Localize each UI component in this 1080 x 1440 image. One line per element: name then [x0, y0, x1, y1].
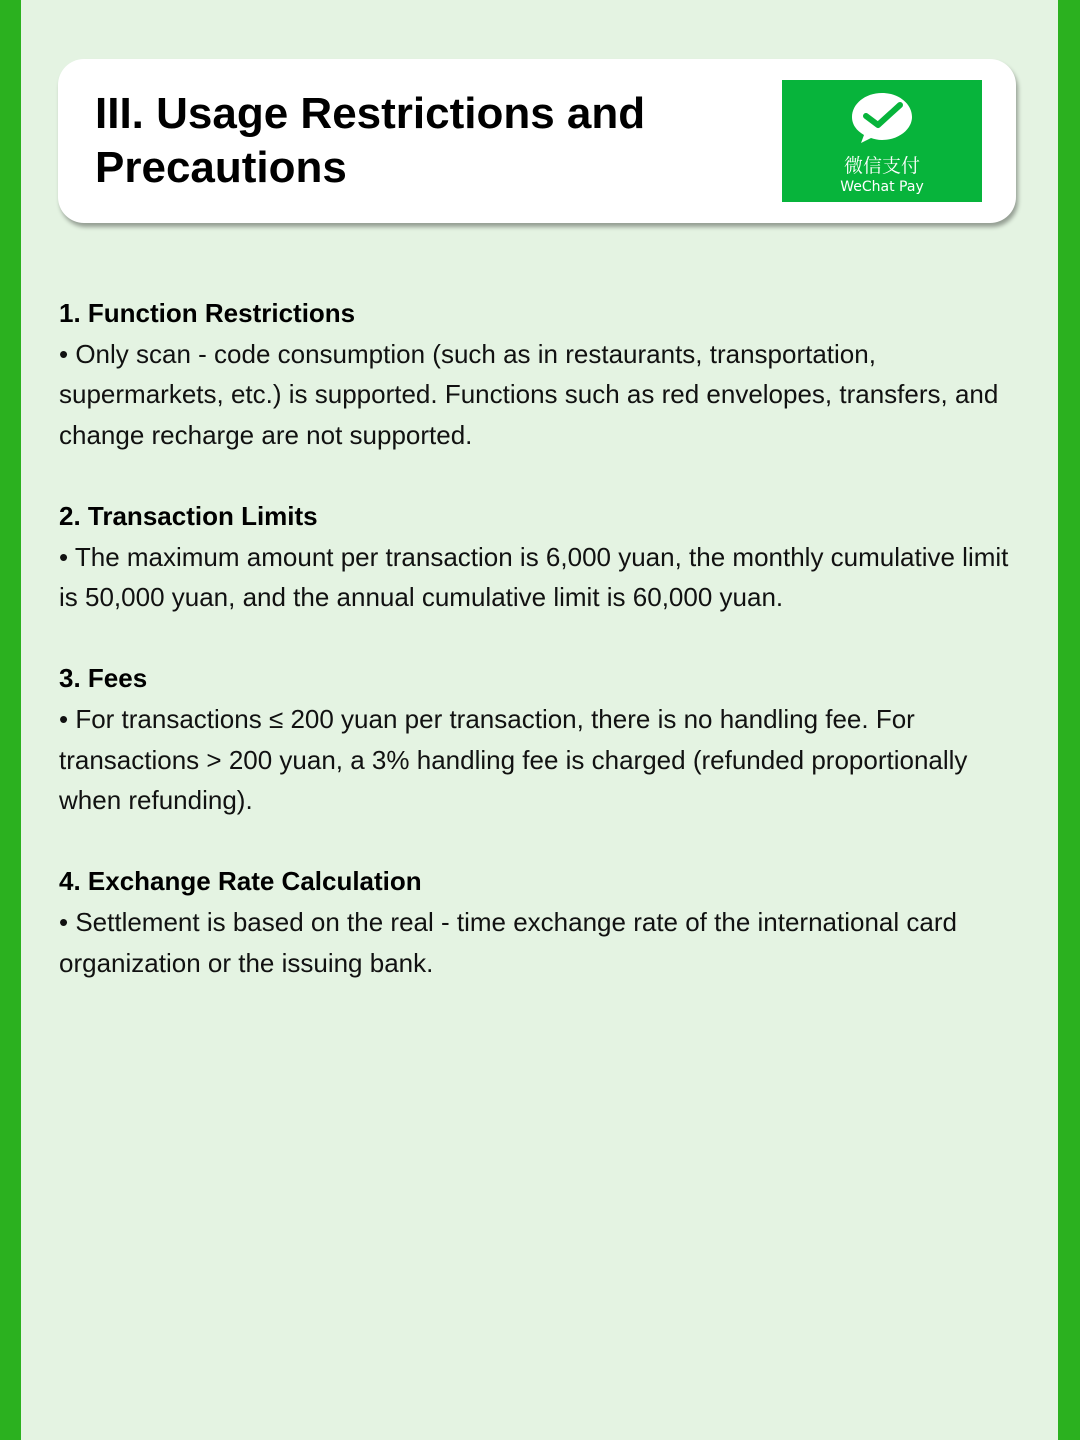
section-body: • Settlement is based on the real - time exchange rate of the international card organization or the issuing bank. [59, 906, 957, 978]
section-body: • For transactions ≤ 200 yuan per transaction, there is no handling fee. For transactions > 200 yuan, a 3% handling fee is charged (refunded proportionally when refunding). [59, 703, 968, 816]
header-card [58, 59, 1016, 223]
section-heading: 4. Exchange Rate Calculation [59, 866, 422, 897]
section-body: • The maximum amount per transaction is 6,000 yuan, the monthly cumulative limit is 50,000 yuan, and the annual cumulative limit is 60,000 yuan. [59, 541, 1009, 613]
section-heading: 2. Transaction Limits [59, 500, 318, 531]
section-heading: 1. Function Restrictions [59, 298, 356, 328]
section-heading: 3. Fees [59, 663, 148, 694]
section-exchange-rate [59, 861, 1014, 983]
section-body: • Only scan - code consumption (such as in restaurants, transportation, supermarkets, etc.) is supported. Functions such as red envelopes, transfers, and change recharge are not supported. [59, 338, 999, 450]
page-background [21, 0, 1058, 1440]
section-transaction-limits [59, 496, 1014, 618]
wechat-pay-icon [849, 90, 915, 146]
wechat-pay-logo [782, 80, 982, 202]
page-title: III. Usage Restrictions and Precautions [95, 89, 646, 192]
section-fees [59, 658, 1014, 820]
logo-text-chinese: 微信支付 [843, 155, 920, 177]
logo-text-english: WeChat Pay [840, 179, 924, 195]
section-function-restrictions [59, 293, 1014, 455]
content [59, 293, 1014, 1024]
